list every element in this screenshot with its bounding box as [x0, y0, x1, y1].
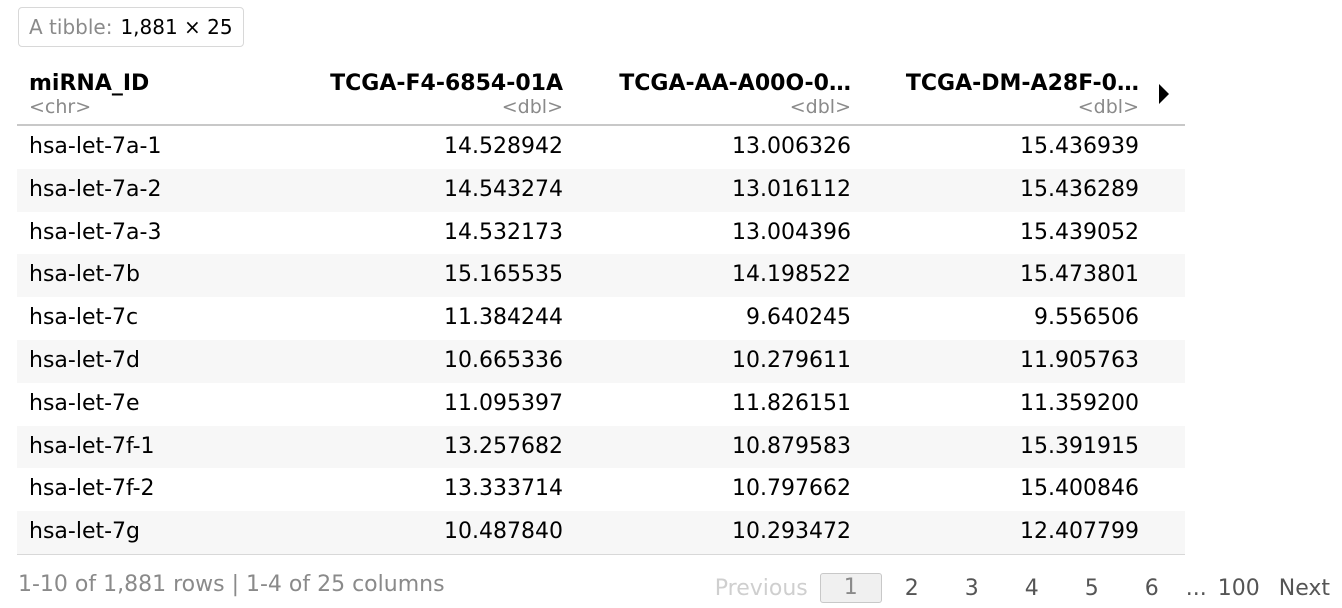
data-table: [17, 64, 1185, 555]
next-page-button[interactable]: Next: [1278, 575, 1330, 601]
table-row: [17, 126, 1185, 169]
page-button-4[interactable]: 4: [1024, 575, 1039, 601]
table-cell: 15.400846: [1020, 476, 1139, 502]
table-cell: 10.293472: [732, 519, 851, 545]
column-name: miRNA_ID: [29, 71, 150, 96]
table-cell: 11.905763: [1020, 347, 1139, 373]
page-button-100[interactable]: 100: [1217, 575, 1260, 601]
tibble-dimensions: 1,881 × 25: [120, 15, 233, 39]
table-cell: 9.640245: [746, 305, 851, 331]
table-row: [17, 340, 1185, 383]
table-cell: 14.198522: [732, 262, 851, 288]
table-cell: 13.004396: [732, 219, 851, 245]
table-body: [17, 126, 1185, 555]
column-name: TCGA-AA-A00O-0…: [619, 71, 851, 96]
table-cell: 13.006326: [732, 134, 851, 159]
table-cell: hsa-let-7f-1: [29, 433, 155, 459]
table-cell: 13.333714: [444, 476, 563, 502]
table-cell: 14.543274: [444, 176, 563, 202]
table-cell: 10.279611: [732, 347, 851, 373]
tibble-dimensions-badge: [18, 7, 244, 47]
table-row: [17, 383, 1185, 426]
column-name: TCGA-DM-A28F-0…: [905, 71, 1139, 96]
table-row: [17, 297, 1185, 340]
table-cell: hsa-let-7a-2: [29, 176, 162, 202]
page-ellipsis: ...: [1185, 575, 1207, 601]
column-header-sample-3[interactable]: [873, 70, 1139, 122]
table-row: [17, 169, 1185, 212]
table-cell: 15.473801: [1020, 262, 1139, 288]
table-cell: hsa-let-7e: [29, 390, 140, 416]
table-cell: 12.407799: [1020, 519, 1139, 545]
column-header-mirna-id[interactable]: [29, 70, 259, 122]
table-row: [17, 426, 1185, 469]
column-type: <chr>: [29, 96, 92, 118]
table-cell: 11.095397: [444, 390, 563, 416]
table-row: [17, 212, 1185, 255]
table-cell: hsa-let-7a-1: [29, 134, 162, 159]
column-name: TCGA-F4-6854-01A: [330, 71, 563, 96]
table-row: [17, 511, 1185, 554]
table-cell: 11.384244: [444, 305, 563, 331]
next-columns-arrow-icon[interactable]: [1159, 84, 1169, 104]
table-cell: 13.016112: [732, 176, 851, 202]
table-cell: 10.487840: [444, 519, 563, 545]
table-row: [17, 254, 1185, 297]
table-cell: hsa-let-7f-2: [29, 476, 155, 502]
table-row: [17, 468, 1185, 511]
table-cell: hsa-let-7d: [29, 347, 140, 373]
table-cell: 15.391915: [1020, 433, 1139, 459]
table-header: [17, 64, 1185, 126]
column-type: <dbl>: [789, 96, 851, 118]
previous-page-button[interactable]: Previous: [714, 575, 808, 601]
table-cell: 11.359200: [1020, 390, 1139, 416]
table-cell: 9.556506: [1034, 305, 1139, 331]
table-cell: 15.439052: [1020, 219, 1139, 245]
page-button-6[interactable]: 6: [1144, 575, 1159, 601]
tibble-label: A tibble:: [29, 15, 113, 39]
page-button-3[interactable]: 3: [964, 575, 979, 601]
page-button-1[interactable]: 1: [820, 573, 882, 603]
column-type: <dbl>: [1077, 96, 1139, 118]
table-cell: 15.436939: [1020, 134, 1139, 159]
table-cell: 13.257682: [444, 433, 563, 459]
table-cell: 15.436289: [1020, 176, 1139, 202]
column-header-sample-2[interactable]: [585, 70, 851, 122]
table-cell: hsa-let-7b: [29, 262, 140, 288]
table-cell: 15.165535: [444, 262, 563, 288]
table-cell: 14.532173: [444, 219, 563, 245]
table-cell: hsa-let-7a-3: [29, 219, 162, 245]
column-type: <dbl>: [501, 96, 563, 118]
page-button-5[interactable]: 5: [1084, 575, 1099, 601]
table-cell: 14.528942: [444, 134, 563, 159]
table-info-text: 1-10 of 1,881 rows | 1-4 of 25 columns: [18, 572, 445, 597]
table-cell: 11.826151: [732, 390, 851, 416]
table-cell: hsa-let-7c: [29, 305, 139, 331]
table-cell: 10.797662: [732, 476, 851, 502]
table-cell: hsa-let-7g: [29, 519, 140, 545]
page-button-2[interactable]: 2: [904, 575, 919, 601]
table-cell: 10.665336: [444, 347, 563, 373]
column-header-sample-1[interactable]: [307, 70, 563, 122]
pagination: [715, 570, 1330, 606]
table-cell: 10.879583: [732, 433, 851, 459]
